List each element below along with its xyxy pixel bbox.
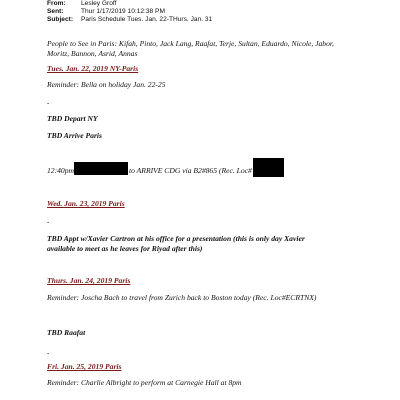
separator-3: - bbox=[47, 349, 50, 357]
appt-line-1: TBD Appt w/Xavier Cartron at his office for a presentation (this is only day Xavier bbox=[47, 234, 305, 243]
reminder-tue: Reminder: Bella on holiday Jan. 22-25 bbox=[47, 80, 166, 89]
from-row bbox=[47, 0, 347, 8]
people-line-2: Moritz, Bannon, Asrid, Annas bbox=[47, 49, 138, 58]
sent-row bbox=[47, 8, 347, 16]
tbd-raafat: TBD Raafat bbox=[47, 328, 86, 337]
redaction-block-1 bbox=[74, 162, 128, 175]
from-value: Lesley Groff bbox=[81, 0, 117, 7]
day-heading-tue: Tues. Jan. 22, 2019 NY-Paris bbox=[47, 64, 139, 73]
subject-value: Paris Schedule Tues. Jan. 22-THurs. Jan. 31 bbox=[81, 16, 213, 23]
subject-label: Subject: bbox=[47, 16, 74, 23]
separator-2: - bbox=[47, 218, 50, 226]
flight-time: 12:40pm bbox=[47, 166, 74, 175]
sent-value: Thur 1/17/2019 10:12:38 PM bbox=[81, 8, 165, 15]
day-heading-fri: Fri. Jan. 25, 2019 Paris bbox=[47, 362, 122, 371]
separator-1: - bbox=[47, 99, 50, 107]
redaction-block-2 bbox=[253, 158, 284, 177]
subject-row bbox=[47, 16, 347, 24]
tbd-depart: TBD Depart NY bbox=[47, 114, 98, 123]
appt-line-2: available to meet as he leaves for Riyad after this) bbox=[47, 244, 203, 253]
flight-details: to ARRIVE CDG via B2#865 (Rec. Loc# bbox=[129, 166, 252, 175]
day-heading-thu: Thurs. Jan. 24, 2019 Paris bbox=[47, 276, 131, 285]
from-label: From: bbox=[47, 0, 66, 7]
people-line-1: People to See in Paris: Kifah, Pinto, Jack Lang, Raafat, Terje, Sultan, Eduardo, Nicole, Jabor, bbox=[47, 39, 334, 48]
reminder-thu: Reminder: Joscha Bach to travel from Zurich back to Boston today (Rec. Loc#ECRTNX) bbox=[47, 293, 317, 302]
sent-label: Sent: bbox=[47, 8, 64, 15]
reminder-fri: Reminder: Charlie Albright to perform at Carnegie Hall at 8pm bbox=[47, 378, 242, 387]
tbd-arrive: TBD Arrive Paris bbox=[47, 131, 102, 140]
day-heading-wed: Wed. Jan. 23, 2019 Paris bbox=[47, 199, 125, 208]
